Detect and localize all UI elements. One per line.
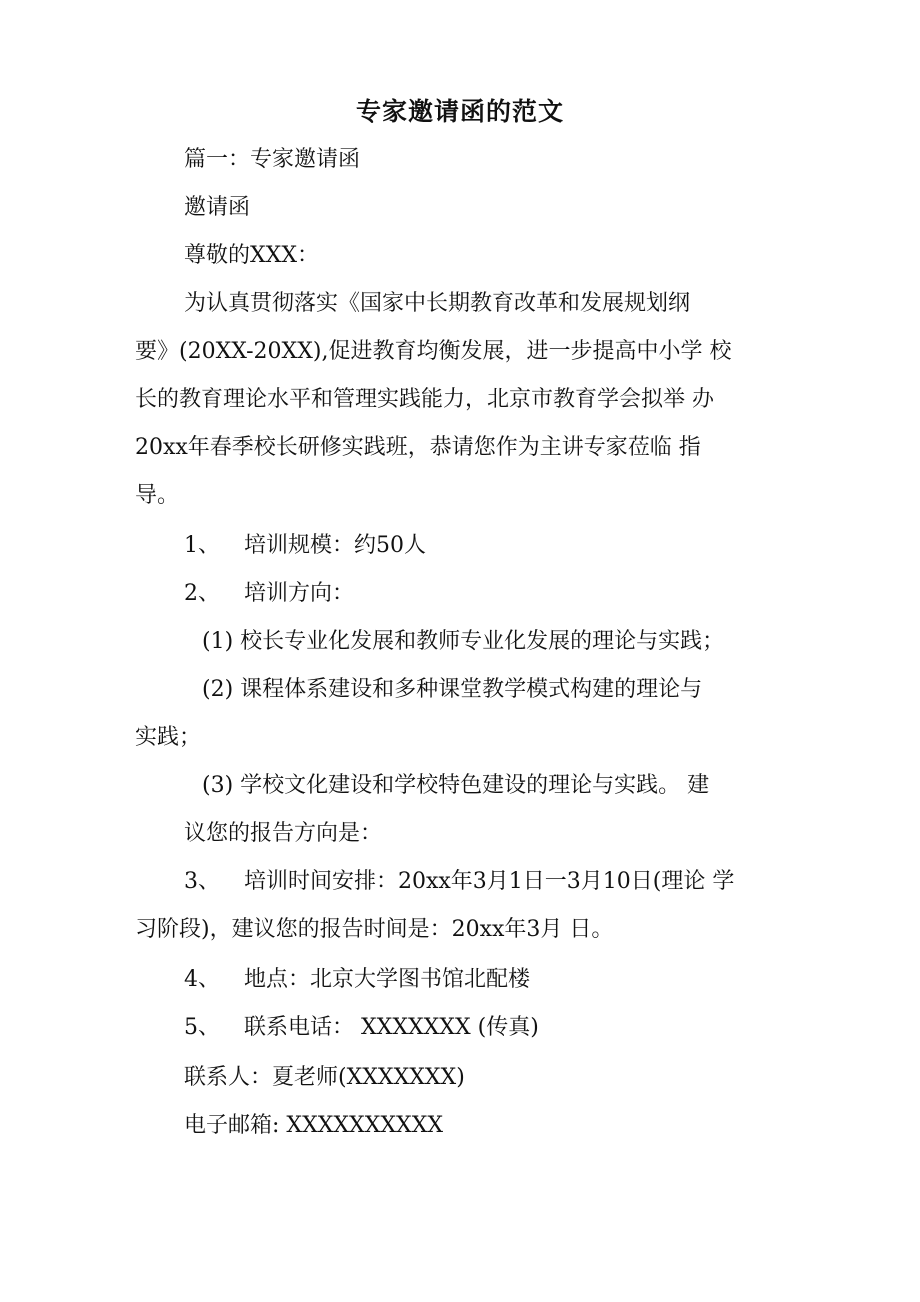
list-item-text: 培训方向： bbox=[244, 581, 355, 606]
contact-email: 电子邮箱: XXXXXXXXXX bbox=[184, 1113, 444, 1138]
list-item-number: 2、 bbox=[184, 581, 220, 606]
direction-item-3-continued: 议您的报告方向是： bbox=[184, 821, 383, 846]
list-item-number: 3、 bbox=[184, 869, 220, 894]
intro-line-3: 长的教育理论水平和管理实践能力，北京市教育学会拟举 办 bbox=[135, 387, 714, 412]
list-item-schedule-continued: 习阶段)，建议您的报告时间是：20xx年3月 日。 bbox=[135, 917, 614, 942]
document-title: 专家邀请函的范文 bbox=[355, 97, 564, 126]
section-heading: 篇一：专家邀请函 bbox=[184, 147, 361, 172]
contact-person: 联系人：夏老师(XXXXXXX) bbox=[184, 1065, 465, 1090]
intro-line-2: 要》(20XX-20XX),促进教育均衡发展，进一步提高中小学 校 bbox=[135, 339, 732, 364]
list-item-location bbox=[184, 956, 844, 1004]
direction-item-2: (2) 课程体系建设和多种课堂教学模式构建的理论与 bbox=[202, 677, 703, 702]
list-item-text: 培训规模：约50人 bbox=[244, 533, 426, 558]
list-item-text: 地点：北京大学图书馆北配楼 bbox=[244, 967, 531, 992]
list-item-direction bbox=[184, 570, 844, 618]
list-item-scale bbox=[184, 522, 844, 570]
list-item-text: 联系电话： XXXXXXX (传真) bbox=[244, 1015, 539, 1040]
letter-title: 邀请函 bbox=[184, 195, 251, 220]
intro-line-1: 为认真贯彻落实《国家中长期教育改革和发展规划纲 bbox=[184, 291, 691, 316]
list-item-phone bbox=[184, 1004, 844, 1052]
intro-line-4: 20xx年春季校长研修实践班，恭请您作为主讲专家莅临 指 bbox=[135, 435, 701, 460]
salutation: 尊敬的XXX： bbox=[184, 243, 319, 268]
list-item-text: 培训时间安排：20xx年3月1日一3月10日(理论 学 bbox=[244, 869, 735, 894]
list-item-number: 5、 bbox=[184, 1015, 220, 1040]
direction-item-3: (3) 学校文化建设和学校特色建设的理论与实践。 建 bbox=[202, 773, 710, 798]
direction-item-1: (1) 校长专业化发展和教师专业化发展的理论与实践； bbox=[202, 629, 725, 654]
list-item-number: 1、 bbox=[184, 533, 220, 558]
list-item-schedule bbox=[184, 858, 844, 906]
list-item-number: 4、 bbox=[184, 967, 220, 992]
direction-item-2-continued: 实践； bbox=[135, 725, 202, 750]
intro-line-5: 导。 bbox=[135, 483, 180, 508]
